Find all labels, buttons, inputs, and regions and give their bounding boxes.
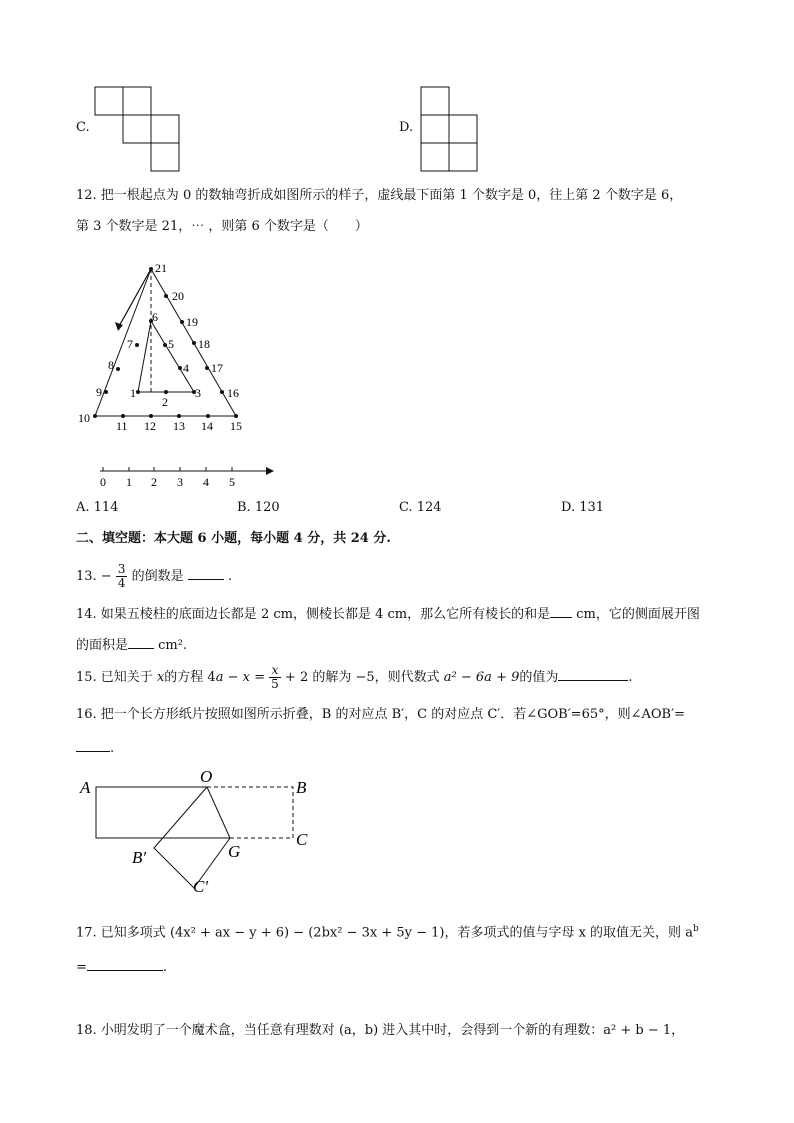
q15-fraction: $\frac{x}{5}$ [271, 663, 279, 691]
q12-option-d: D. 131 [561, 500, 605, 515]
tick-2: 2 [151, 475, 157, 489]
label-C: C [296, 830, 308, 849]
num-16: 16 [227, 386, 239, 400]
num-9: 9 [96, 385, 102, 399]
q15-line: 15. 已知关于 x的方程 4a − x = $\frac{x}{5}$ + 2 的解为 −5，则代数式 a² − 6a + 9的值为 . [76, 663, 633, 691]
num-3: 3 [195, 386, 201, 400]
num-19: 19 [186, 315, 198, 329]
q12-option-b: B. 120 [237, 500, 280, 515]
q12-option-c: C. 124 [399, 500, 442, 515]
num-11: 11 [116, 419, 128, 433]
num-1: 1 [130, 386, 136, 400]
q16-line1: 16. 把一个长方形纸片按照如图所示折叠，B 的对应点 B′，C 的对应点 C′．若∠GOB′=65°，则∠AOB′= [76, 707, 685, 722]
label-Cprime: C′ [193, 877, 209, 894]
num-5: 5 [168, 337, 174, 351]
num-10: 10 [78, 411, 90, 425]
q16-answer-blank[interactable] [76, 737, 110, 752]
num-8: 8 [108, 358, 114, 372]
num-6: 6 [152, 310, 158, 324]
q14-blank-1[interactable] [550, 603, 572, 618]
option-c-label: C. [76, 120, 90, 135]
option-c-net-figure [94, 86, 184, 172]
section-heading: 二、填空题：本大题 6 小题，每小题 4 分，共 24 分. [76, 531, 391, 546]
q13-line: 13. − $\frac{3}{4}$ 的倒数是 . [76, 562, 233, 590]
num-14: 14 [201, 419, 213, 433]
tick-3: 3 [177, 475, 183, 489]
label-Bprime: B′ [132, 848, 147, 867]
q12-line1: 12. 把一根起点为 0 的数轴弯折成如图所示的样子，虚线最下面第 1 个数字是 0，往上第 2 个数字是 6， [76, 188, 683, 203]
q15-answer-blank[interactable] [558, 666, 628, 681]
num-13: 13 [173, 419, 185, 433]
num-2: 2 [162, 395, 168, 409]
q13-prefix: 13. − [76, 569, 112, 584]
q17-answer-blank[interactable] [87, 956, 163, 971]
label-G: G [228, 842, 241, 861]
q12-option-a: A. 114 [76, 500, 119, 515]
num-4: 4 [183, 361, 189, 375]
option-d-label: D. [399, 120, 414, 135]
tick-5: 5 [229, 475, 235, 489]
tick-0: 0 [100, 475, 106, 489]
q13-answer-blank[interactable] [188, 565, 224, 580]
q14-line2: 的面积是 cm². [76, 634, 187, 655]
q12-line2: 第 3 个数字是 21，⋯ ，则第 6 个数字是（ ） [76, 219, 368, 234]
num-21: 21 [155, 261, 167, 275]
folding-rectangle-figure [76, 766, 326, 894]
option-d-net-figure [420, 86, 482, 172]
num-20: 20 [172, 289, 184, 303]
num-18: 18 [198, 337, 210, 351]
tick-4: 4 [203, 475, 209, 489]
folded-number-line-figure [74, 258, 274, 438]
num-7: 7 [127, 337, 133, 351]
q18-line1: 18. 小明发明了一个魔术盒，当任意有理数对 (a，b) 进入其中时，会得到一个新的有理数：a² + b − 1， [76, 1023, 685, 1038]
label-O: O [200, 767, 213, 786]
label-A: A [80, 778, 91, 797]
q16-line2: . [76, 737, 114, 758]
tick-1: 1 [126, 475, 132, 489]
q17-line1: 17. 已知多项式 (4x² + ax − y + 6) − (2bx² − 3x + 5y − 1)，若多项式的值与字母 x 的取值无关，则 $a^b$ [76, 924, 699, 941]
number-line-axis [96, 462, 280, 490]
q14-line1: 14. 如果五棱柱的底面边长都是 2 cm，侧棱长都是 4 cm，那么它所有棱长的和是 cm，它的侧面展开图 [76, 603, 700, 624]
num-12: 12 [144, 419, 156, 433]
num-17: 17 [211, 361, 223, 375]
q17-line2: = . [76, 956, 167, 977]
label-B: B [296, 778, 307, 797]
q13-fraction: $\frac{3}{4}$ [117, 562, 126, 590]
num-15: 15 [230, 419, 242, 433]
q13-suffix: 的倒数是 [131, 569, 184, 584]
q14-blank-2[interactable] [128, 634, 154, 649]
